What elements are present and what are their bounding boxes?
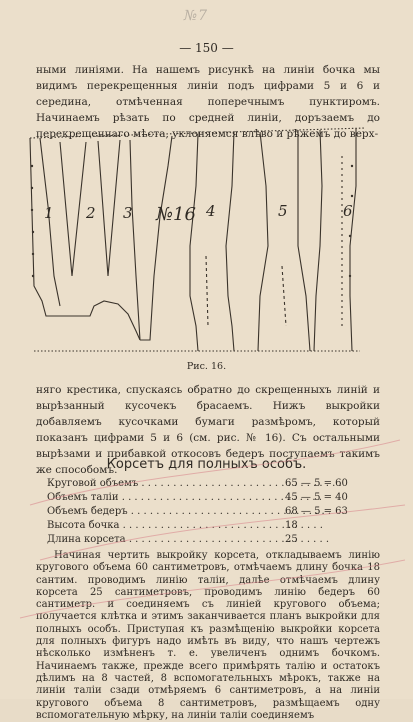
measurement-value: 65 — 5 = 60: [285, 478, 348, 489]
panel-4-right: [226, 132, 234, 351]
panel-1-seam: [40, 138, 60, 306]
measurement-value: 25: [285, 534, 298, 545]
page-number: — 150 —: [179, 41, 234, 55]
paragraph-top: ными линіями. На нашемъ рисункѣ на линіи бочка мы видимъ перекрещенныя линіи подъ цифрами 5 и 6 и середина, отмѣченная поперечнымъ пунктиромъ. Начинаемъ рѣзать по средней линіи, доръзаемъ до перекрещеннаго мѣста, уклоняемся влѣво и рѣжемъ до верх-: [36, 64, 380, 140]
measurement-value: 68 — 5 = 63: [285, 506, 348, 517]
panel-label-2: 2: [86, 204, 96, 222]
measurement-row: [47, 491, 377, 505]
measurement-label: Объемъ таліи . . .: [47, 491, 285, 505]
panel-label-number: №16: [156, 204, 196, 225]
dart-1: [60, 142, 86, 276]
measurement-row: [47, 519, 377, 533]
measurement-label: Длина корсета . . .: [47, 533, 285, 547]
panel-3-right: [140, 136, 172, 340]
corset-pattern-drawing: [20, 126, 374, 356]
measurement-label: Высота бочка . . .: [47, 519, 285, 533]
measurement-row: [47, 505, 377, 519]
panel-4-dashed: [206, 256, 208, 326]
dart-2: [98, 140, 120, 276]
measurement-label: Круговой объемъ . . .: [47, 477, 285, 491]
panel-label-6: 6: [343, 202, 353, 220]
panel-5-right: [298, 130, 310, 351]
measurement-label: Объемъ бедеръ . . .: [47, 505, 285, 519]
paragraph-mid: няго крестика, спускаясь обратно до скрещенныхъ линій и вырѣзанный кусочекъ брасаемъ. Нижъ выкройки добавляемъ кусочками бумаги размѣромъ, который показанъ цифрами 5 и 6 (см. рис. № 16). Съ остальными вырѣзами и прибавкой откосовъ бедеръ поступаемъ такимъ же способомъ.: [36, 384, 380, 476]
panel-label-5: 5: [278, 202, 288, 220]
panel-1-outline: [30, 138, 140, 340]
measurement-row: [47, 533, 377, 547]
panel-5-left: [258, 132, 268, 351]
measurement-value: 18: [285, 520, 298, 531]
figure-caption: Рис. 16.: [186, 361, 227, 372]
measurement-value: 45 — 5 = 40: [285, 492, 348, 503]
panel-3-edge: [130, 140, 140, 340]
pattern-figure: [20, 126, 374, 356]
measurements-table: [47, 477, 377, 547]
panel-6-left: [314, 130, 322, 351]
panel-6-right: [350, 128, 356, 351]
panel-label-4: 4: [206, 202, 216, 220]
section-heading: Корсетъ для полныхъ особъ.: [106, 457, 307, 472]
panel-4-left: [190, 134, 198, 351]
panel-label-1: 1: [44, 204, 54, 222]
paragraph-bottom: Начиная чертить выкройку корсета, откладываемъ линію кругового объема 60 сантиметровъ, отмѣчаемъ длину бочка 18 сантим. проводимъ линію таліи, далѣе отмѣчаемъ длину корсета 25 сантиметровъ, проводимъ линію бедеръ 60 сантиметр. и соединяемъ съ линіей кругового объема; получается клѣтка и этимъ заканчивается планъ выкройки для полныхъ особъ. Приступая къ размѣщенію выкройки корсета для полныхъ фигуръ надо имѣть въ виду, что нашъ чертежъ нѣсколько измѣненъ т. е. увеличенъ однимъ бочкомъ. Начинаемъ также, прежде всего примѣрять талію и остатокъ дѣлимъ на 8 частей, 8 вспомогательныхъ мѣрокъ, также на линіи таліи сзади отмѣряемъ 6 сантиметровъ, а на линіи кругового объема 8 сантиметровъ, размѣщаемъ одну вспомогательную мѣрку, на линіи таліи соединяемъ: [36, 550, 380, 721]
measurement-row: [47, 477, 377, 491]
panel-5-dashed: [282, 266, 286, 326]
pencil-annotation: №7: [183, 8, 208, 24]
panel-label-3: 3: [123, 204, 133, 222]
